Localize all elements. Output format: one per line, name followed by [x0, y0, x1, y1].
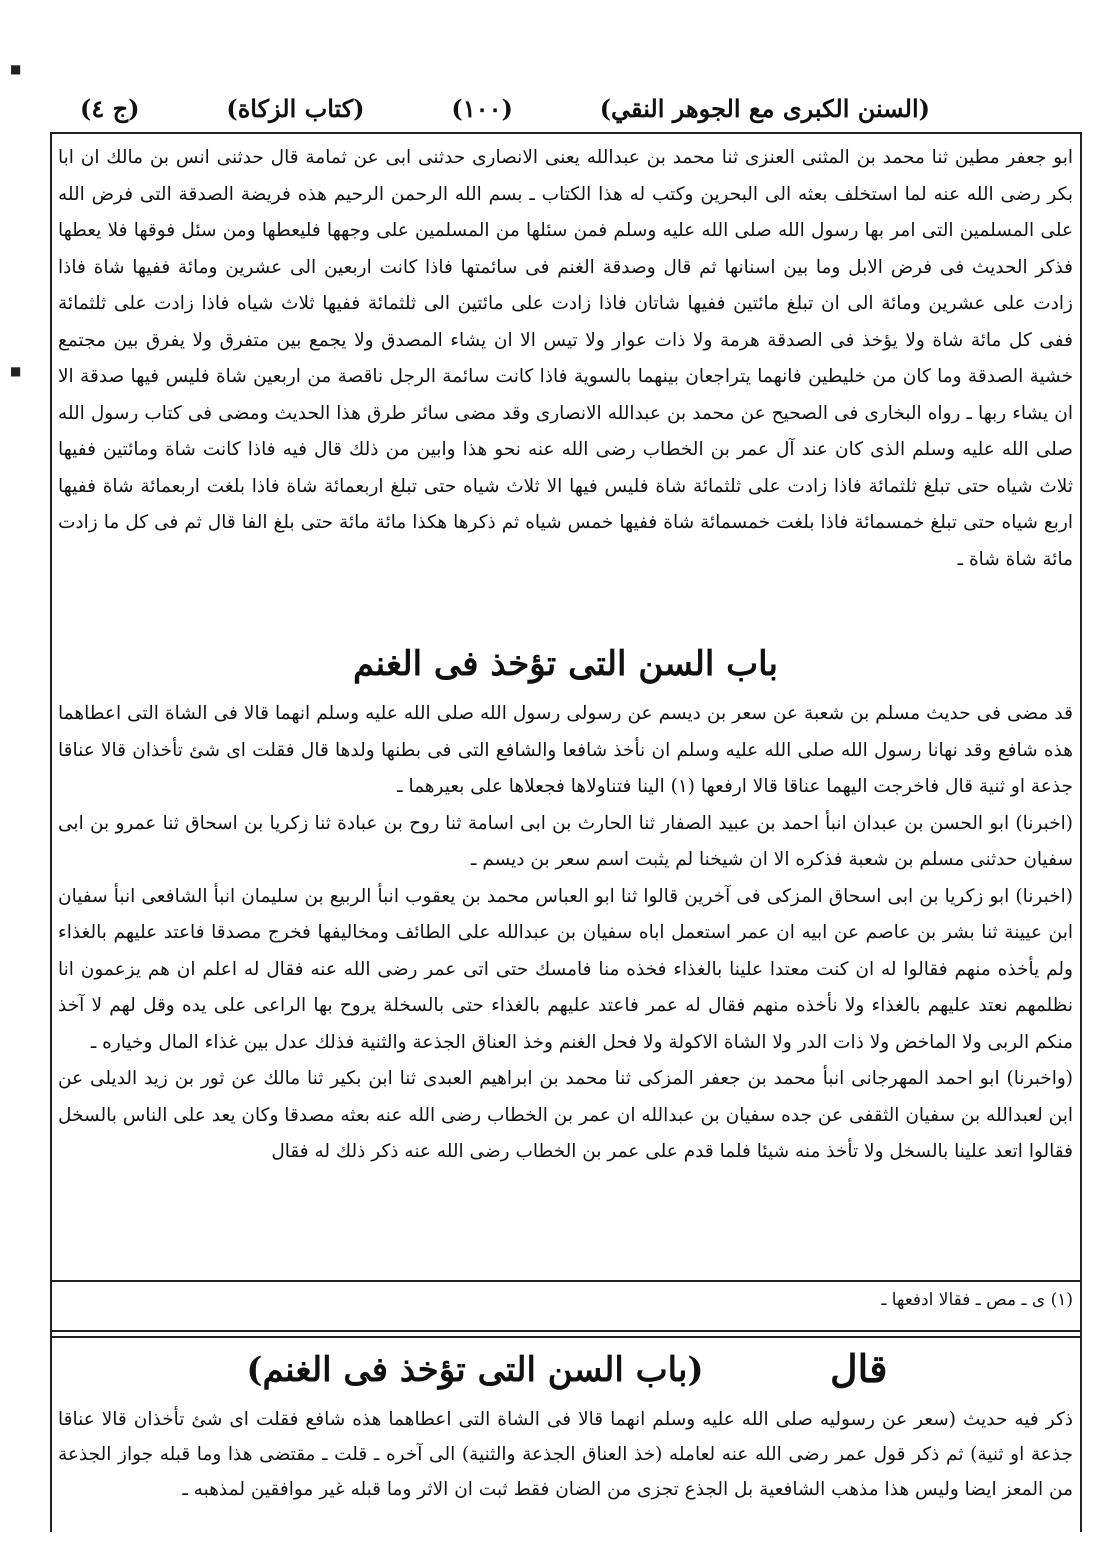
paragraph: (واخبرنا) ابو احمد المهرجانى انبأ محمد بن جعفر المزكى ثنا محمد بن ابراهيم العبدى ثنا ابن بكير ثنا مالك عن ثور بن زيد الديلى عن ابن لعبدالله بن سفيان الثقفى عن جده سفيان بن عبدالله ان عمر بن الخطاب رضى الله عنه بعثه مصدقا وكان يعد على الناس بالسخل فقالوا اتعد علينا بالسخل ولا تأخذ منه شيئا فلما قدم على عمر بن الخطاب رضى الله عنه ذكر ذلك له فقال [58, 1068, 1073, 1162]
commentary-text-block [58, 1402, 1073, 1507]
paragraph: ابو جعفر مطين ثنا محمد بن المثنى العنزى ثنا محمد بن عبدالله يعنى الانصارى حدثنى ابى عن ثمامة قال حدثنى انس بن مالك ان ابا بكر رضى الله عنه لما استخلف بعثه الى البحرين وكتب له هذا الكتاب ـ بسم الله الرحمن الرحيم هذه فريضة الصدقة التى فرض الله على المسلمين التى امر بها رسول الله صلى الله عليه وسلم فمن سئلها من المسلمين على وجهها فليعطها ومن سئل فوقها فلا يعطها فذكر الحديث فى فرض الابل وما بين اسنانها ثم قال وصدقة الغنم فى سائمتها فاذا كانت اربعين الى عشرين ومائة ففيها شاة فاذا زادت على عشرين ومائة الى ان تبلغ مائتين ففيها شاتان فاذا زادت على مائتين الى ثلثمائة ففيها ثلاث شياه فاذا زادت على ثلثمائة ففى كل مائة شاة ولا يؤخذ فى الصدقة هرمة ولا ذات عوار ولا تيس الا ان يشاء المصدق ولا يجمع بين متفرق ولا يفرق بين مجتمع خشية الصدقة وما كان من خليطين فانهما يتراجعان بينهما بالسوية فاذا كانت سائمة الرجل ناقصة من اربعين شاة فليس فيها صدقة الا ان يشاء ربها ـ رواه البخارى فى الصحيح عن محمد بن عبدالله الانصارى وقد مضى سائر طرق هذا الحديث ومضى فى كتاب رسول الله صلى الله عليه وسلم الذى كان عند آل عمر بن الخطاب رضى الله عنه نحو هذا وابين من ذلك قال فيه فاذا كانت شاة ومائتين ففيها ثلاث شياه حتى تبلغ ثلثمائة فاذا زادت على ثلثمائة شاة فليس فيها الا ثلاث شياه حتى تبلغ اربعمائة شاة فاذا بلغت اربعمائة شاة ففيها اربع شياه حتى تبلغ خمسمائة فاذا بلغت خمسمائة شاة ففيها خمس شياه ثم ذكرها هكذا مائة مائة حتى بلغ الفا قال ثم فى كل ما زادت مائة شاة شاة ـ [58, 147, 1074, 570]
page-header [80, 88, 930, 128]
frame-top-rule [50, 132, 1082, 134]
volume-number: (ج ٤) [80, 93, 140, 123]
footnote: (١) ى ـ مص ـ فقالا ادفعها ـ [881, 1290, 1073, 1310]
commentary-label: قال [830, 1346, 888, 1391]
page-number: (١٠٠) [451, 93, 513, 123]
section-title: (كتاب الزكاة) [226, 93, 365, 123]
commentary-separator [50, 1336, 1082, 1338]
paragraph: ذكر فيه حديث (سعر عن رسوليه صلى الله عليه وسلم انهما قالا فى الشاة التى اعطاهما هذه شافع فقلت اى شئ تأخذان قالا عناقا جذعة او ثنية) ثم ذكر قول عمر رضى الله عنه لعامله (خذ العناق الجذعة والثنية) الى آخره ـ قلت ـ مقتضى هذا وما قبله جواز الجذعة من المعز ايضا وليس هذا مذهب الشافعية بل الجذع تجزى من الضان فقط ثبت ان الاثر وما قبله غير موافقين لمذهبه ـ [58, 1409, 1073, 1500]
chapter-heading: باب السن التى تؤخذ فى الغنم [352, 644, 779, 684]
frame-right-rule [1080, 132, 1082, 1532]
commentary-separator [50, 1330, 1082, 1332]
commentary-heading: (باب السن التى تؤخذ فى الغنم) [246, 1350, 704, 1390]
margin-mark: ■ [10, 364, 22, 378]
book-title: (السنن الكبرى مع الجوهر النقي) [599, 93, 930, 123]
frame-left-rule [50, 132, 52, 1532]
paragraph: (اخبرنا) ابو الحسن بن عبدان انبأ احمد بن عبيد الصفار ثنا الحارث بن ابى اسامة ثنا روح بن عبادة ثنا زكريا بن اسحاق ثنا عمرو بن ابى سفيان حدثنى مسلم بن شعبة فذكره الا ان شيخنا لم يثبت اسم سعر بن ديسم ـ [58, 812, 1073, 870]
main-text-block [58, 696, 1073, 1171]
main-text-block [58, 140, 1073, 578]
paragraph: قد مضى فى حديث مسلم بن شعبة عن سعر بن ديسم عن رسولى رسول الله صلى الله عليه وسلم انهما قالا فى الشاة التى اعطاهما هذه شافع وقد نهانا رسول الله صلى الله عليه وسلم ان نأخذ شافعا والشافع التى فى بطنها ولدها قال فقلت اى شئ تأخذان قالا عناقا جذعة او ثنية قال فاخرجت اليهما عناقا قالا ارفعها (١) الينا فتناولاها فجعلاها على بعيرهما ـ [58, 703, 1073, 797]
footnote-separator [50, 1280, 1082, 1282]
margin-mark: ■ [10, 62, 22, 76]
paragraph: (اخبرنا) ابو زكريا بن ابى اسحاق المزكى فى آخرين قالوا ثنا ابو العباس محمد بن يعقوب انبأ الربيع بن سليمان انبأ الشافعى انبأ سفيان ابن عيينة ثنا بشر بن عاصم عن ابيه ان عمر استعمل اباه سفيان بن عبدالله على الطائف ومخاليفها فخرج مصدقا فاعتد عليهم بالغذاء ولم يأخذه منهم فقالوا له ان كنت معتدا علينا بالغذاء فخذه منا فامسك حتى اتى عمر رضى الله عنه فقال له اعلم ان هم يزعمون انا نظلمهم نعتد عليهم بالغذاء ولا نأخذه منهم فقال له عمر فاعتد عليهم بالغذاء حتى بالسخلة يروح بها الراعى على يده وقل لهم لا آخذ منكم الربى ولا الماخض ولا ذات الدر ولا الشاة الاكولة ولا فحل الغنم وخذ العناق الجذعة والثنية فذلك عدل بين غذاء المال وخياره ـ [58, 885, 1073, 1053]
